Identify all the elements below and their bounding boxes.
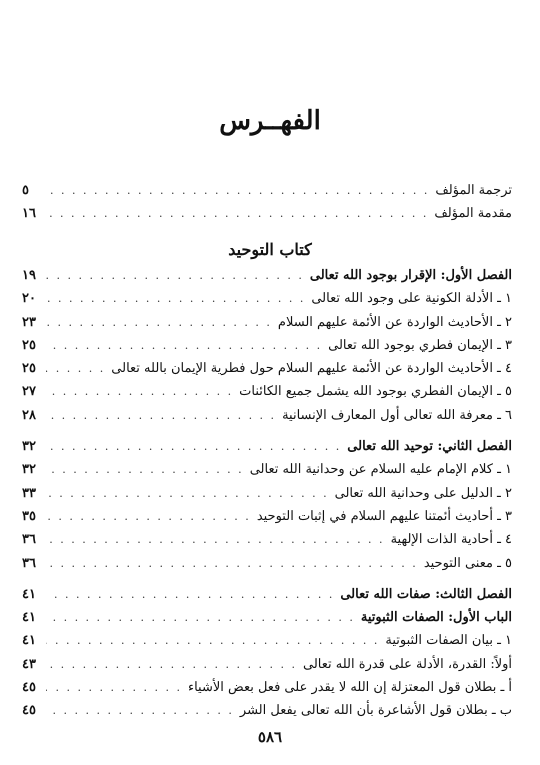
toc-entry-label: الفصل الثالث: صفات الله تعالى — [340, 586, 512, 602]
toc-entry — [22, 384, 512, 407]
dot-leader — [46, 362, 105, 375]
dot-leader — [46, 207, 428, 220]
toc-entry — [22, 680, 512, 703]
toc-entry-page: ٤١ — [22, 610, 36, 626]
dot-leader — [46, 487, 329, 500]
toc-entry — [22, 462, 512, 485]
toc-entry-label: ٥ ـ معنى التوحيد — [423, 555, 512, 571]
toc-entry-page: ١٩ — [22, 268, 36, 283]
toc-entry — [22, 587, 512, 610]
toc-entry-page: ٤١ — [22, 586, 36, 602]
toc-entry-label: أ ـ بطلان قول المعتزلة إن الله لا يقدر على فعل بعض الأشياء — [187, 680, 512, 696]
toc-entry-page: ٤٣ — [22, 656, 36, 672]
toc-entry-label: ترجمة المؤلف — [435, 183, 512, 198]
toc-entry-label: ٤ ـ أحادية الذات الإلهية — [390, 532, 512, 548]
toc-entry — [22, 532, 512, 555]
page-number: ٥٨٦ — [257, 728, 283, 746]
dot-leader — [46, 634, 379, 647]
toc-entry-page: ٣٢ — [22, 439, 36, 455]
dot-leader — [46, 292, 305, 305]
toc-entry-page: ٣٥ — [22, 508, 36, 524]
toc-entry — [22, 439, 512, 462]
toc-entry-label: ١ ـ الأدلة الكونية على وجود الله تعالى — [311, 291, 512, 307]
toc-entry — [22, 183, 512, 206]
dot-leader — [46, 533, 385, 546]
dot-leader — [46, 510, 251, 523]
toc-entry-page: ١٦ — [22, 206, 36, 222]
front-matter-list — [22, 183, 512, 230]
toc-entry-page: ٣٦ — [22, 532, 36, 548]
toc-entry-label: ١ ـ كلام الإمام عليه السلام عن وحدانية الله تعالى — [249, 462, 512, 478]
dot-leader — [46, 184, 429, 197]
toc-entry — [22, 338, 512, 361]
toc-entry-label: الباب الأول: الصفات الثبوتية — [360, 610, 512, 626]
toc-entry-label: ٢ ـ الدليل على وحدانية الله تعالى — [334, 485, 512, 501]
toc-entry-label: ٦ ـ معرفة الله تعالى أول المعارف الإنسانية — [282, 407, 512, 423]
toc-entry-label: ٢ ـ الأحاديث الواردة عن الأئمة عليهم السلام — [277, 314, 512, 330]
dot-leader — [46, 339, 322, 352]
toc-entry — [22, 556, 512, 579]
table-of-contents — [22, 268, 512, 727]
toc-entry-label: الفصل الثاني: توحيد الله تعالى — [347, 439, 512, 455]
toc-entry-page: ٤٥ — [22, 703, 36, 719]
toc-entry-label: ٥ ـ الإيمان الفطري بوجود الله يشمل جميع الكائنات — [239, 384, 512, 400]
toc-entry-page: ٤٥ — [22, 680, 36, 696]
page-title: الفهــرس — [219, 106, 321, 136]
toc-entry-page: ٥ — [22, 183, 29, 198]
toc-entry-label: ١ ـ بيان الصفات الثبوتية — [385, 633, 512, 649]
toc-entry — [22, 291, 512, 314]
toc-entry — [22, 703, 512, 726]
dot-leader — [46, 463, 244, 476]
toc-entry-page: ٤١ — [22, 633, 36, 649]
toc-entry-page: ٢٣ — [22, 314, 36, 330]
toc-entry — [22, 509, 512, 532]
dot-leader — [46, 385, 233, 398]
toc-entry — [22, 486, 512, 509]
toc-entry — [22, 610, 512, 633]
toc-entry-page: ٢٥ — [22, 337, 36, 353]
toc-entry — [22, 657, 512, 680]
toc-entry-page: ٢٧ — [22, 384, 36, 400]
toc-entry-page: ٣٣ — [22, 485, 36, 501]
dot-leader — [46, 269, 304, 282]
toc-entry — [22, 408, 512, 431]
toc-entry-page: ٢٥ — [22, 361, 36, 377]
toc-entry-label: ٣ ـ أحاديث أئمتنا عليهم السلام في إثبات التوحيد — [256, 508, 512, 524]
dot-leader — [46, 440, 341, 453]
toc-entry — [22, 268, 512, 291]
dot-leader — [46, 557, 418, 570]
toc-entry-label: ب ـ بطلان قول الأشاعرة بأن الله تعالى يفعل الشر — [239, 703, 512, 719]
toc-entry-label: الفصل الأول: الإقرار بوجود الله تعالى — [309, 268, 512, 283]
toc-entry — [22, 361, 512, 384]
toc-entry — [22, 206, 512, 229]
section-title: كتاب التوحيد — [228, 240, 312, 259]
dot-leader — [46, 316, 272, 329]
dot-leader — [46, 681, 182, 694]
toc-entry-page: ٢٨ — [22, 407, 36, 423]
dot-leader — [46, 704, 234, 717]
toc-entry-label: أولاً: القدرة، الأدلة على قدرة الله تعالى — [303, 656, 512, 672]
toc-entry-label: ٤ ـ الأحاديث الواردة عن الأئمة عليهم السلام حول فطرية الإيمان بالله تعالى — [111, 361, 512, 377]
toc-entry-page: ٢٠ — [22, 291, 36, 307]
dot-leader — [46, 611, 355, 624]
toc-entry — [22, 633, 512, 656]
toc-entry — [22, 315, 512, 338]
dot-leader — [46, 409, 276, 422]
dot-leader — [46, 658, 297, 671]
toc-entry-page: ٣٦ — [22, 555, 36, 571]
dot-leader — [46, 588, 334, 601]
toc-entry-page: ٣٢ — [22, 462, 36, 478]
toc-entry-label: ٣ ـ الإيمان فطري بوجود الله تعالى — [328, 337, 512, 353]
toc-entry-label: مقدمة المؤلف — [434, 206, 512, 222]
